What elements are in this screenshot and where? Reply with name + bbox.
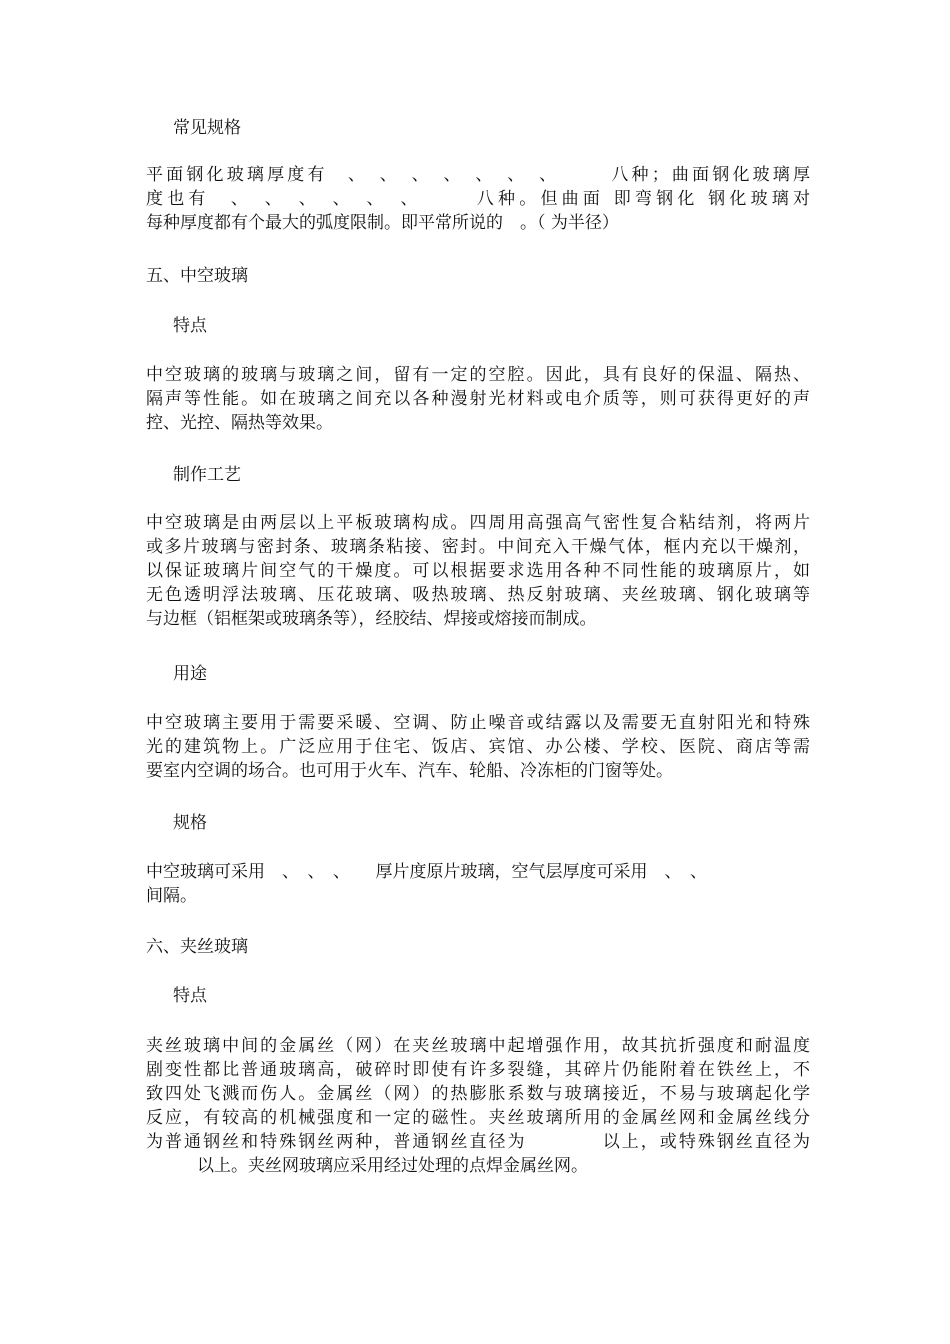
- feature-heading-wired: [173, 984, 837, 1008]
- process-paragraph: [146, 511, 810, 631]
- feature-heading: [173, 314, 837, 338]
- paragraph-line: 光的建筑物上。广泛应用于住宅、饭店、宾馆、办公楼、学校、医院、商店等需: [146, 737, 810, 757]
- feature-paragraph: [146, 363, 810, 435]
- paragraph-line: 剧变性都比普通玻璃高，破碎时即使有许多裂缝，其碎片仍能附着在铁丝上，不: [146, 1060, 810, 1080]
- section-title-wired-glass: [146, 935, 810, 959]
- paragraph-line: 要室内空调的场合。也可用于火车、汽车、轮船、冷冻柜的门窗等处。: [146, 761, 673, 781]
- paragraph-line: 中空玻璃可采用 、 、 、 厚片度原片玻璃，空气层厚度可采用 、 、: [146, 862, 707, 882]
- paragraph-line: 反应，有较高的机械强度和一定的磁性。夹丝玻璃所用的金属丝网和金属丝线分: [146, 1108, 810, 1128]
- heading-text: 制作工艺: [173, 465, 241, 485]
- heading-text: 特点: [173, 316, 207, 336]
- feature-paragraph-wired: [146, 1034, 810, 1178]
- paragraph-line: 以上。夹丝网玻璃应采用经过处理的点焊金属丝网。: [146, 1156, 588, 1176]
- spec-paragraph-hollow: [146, 860, 810, 908]
- section-title-hollow-glass: [146, 264, 810, 288]
- paragraph-line: 中空玻璃主要用于需要采暖、空调、防止噪音或结露以及需要无直射阳光和特殊: [146, 713, 810, 733]
- section-title-text: 六、夹丝玻璃: [146, 937, 248, 957]
- paragraph-line: 度也有 、 、 、 、 、 、 八种。但曲面 即弯钢化 钢化玻璃对: [146, 189, 810, 209]
- spec-heading-hollow: [173, 811, 837, 835]
- paragraph-line: 平面钢化玻璃厚度有 、 、 、 、 、 、 、 八种；曲面钢化玻璃厚: [146, 165, 810, 185]
- paragraph-line: 中空玻璃是由两层以上平板玻璃构成。四周用高强高气密性复合粘结剂，将两片: [146, 513, 810, 533]
- paragraph-line: 无色透明浮法玻璃、压花玻璃、吸热玻璃、热反射玻璃、夹丝玻璃、钢化玻璃等: [146, 585, 810, 605]
- paragraph-line: 中空玻璃的玻璃与玻璃之间，留有一定的空腔。因此，具有良好的保温、隔热、: [146, 365, 810, 385]
- heading-text: 规格: [173, 813, 207, 833]
- spec-paragraph: [146, 163, 810, 235]
- process-heading: [173, 463, 837, 487]
- heading-text: 用途: [173, 664, 207, 684]
- paragraph-line: 每种厚度都有个最大的弧度限制。即平常所说的 。（ 为半径）: [146, 213, 619, 233]
- paragraph-line: 间隔。: [146, 886, 197, 906]
- paragraph-line: 夹丝玻璃中间的金属丝（网）在夹丝玻璃中起增强作用，故其抗折强度和耐温度: [146, 1036, 810, 1056]
- paragraph-line: 或多片玻璃与密封条、玻璃条粘接、密封。中间充入干燥气体，框内充以干燥剂，: [146, 537, 810, 557]
- spec-heading: [173, 116, 837, 140]
- heading-text: 特点: [173, 986, 207, 1006]
- heading-text: 常见规格: [173, 118, 241, 138]
- paragraph-line: 为普通钢丝和特殊钢丝两种，普通钢丝直径为 以上，或特殊钢丝直径为: [146, 1132, 810, 1152]
- paragraph-line: 以保证玻璃片间空气的干燥度。可以根据要求选用各种不同性能的玻璃原片，如: [146, 561, 810, 581]
- paragraph-line: 控、光控、隔热等效果。: [146, 413, 333, 433]
- usage-paragraph: [146, 711, 810, 783]
- section-title-text: 五、中空玻璃: [146, 266, 248, 286]
- paragraph-line: 致四处飞溅而伤人。金属丝（网）的热膨胀系数与玻璃接近，不易与玻璃起化学: [146, 1084, 810, 1104]
- paragraph-line: 与边框（铝框架或玻璃条等），经胶结、焊接或熔接而制成。: [146, 609, 597, 629]
- usage-heading: [173, 662, 837, 686]
- paragraph-line: 隔声等性能。如在玻璃之间充以各种漫射光材料或电介质等，则可获得更好的声: [146, 389, 810, 409]
